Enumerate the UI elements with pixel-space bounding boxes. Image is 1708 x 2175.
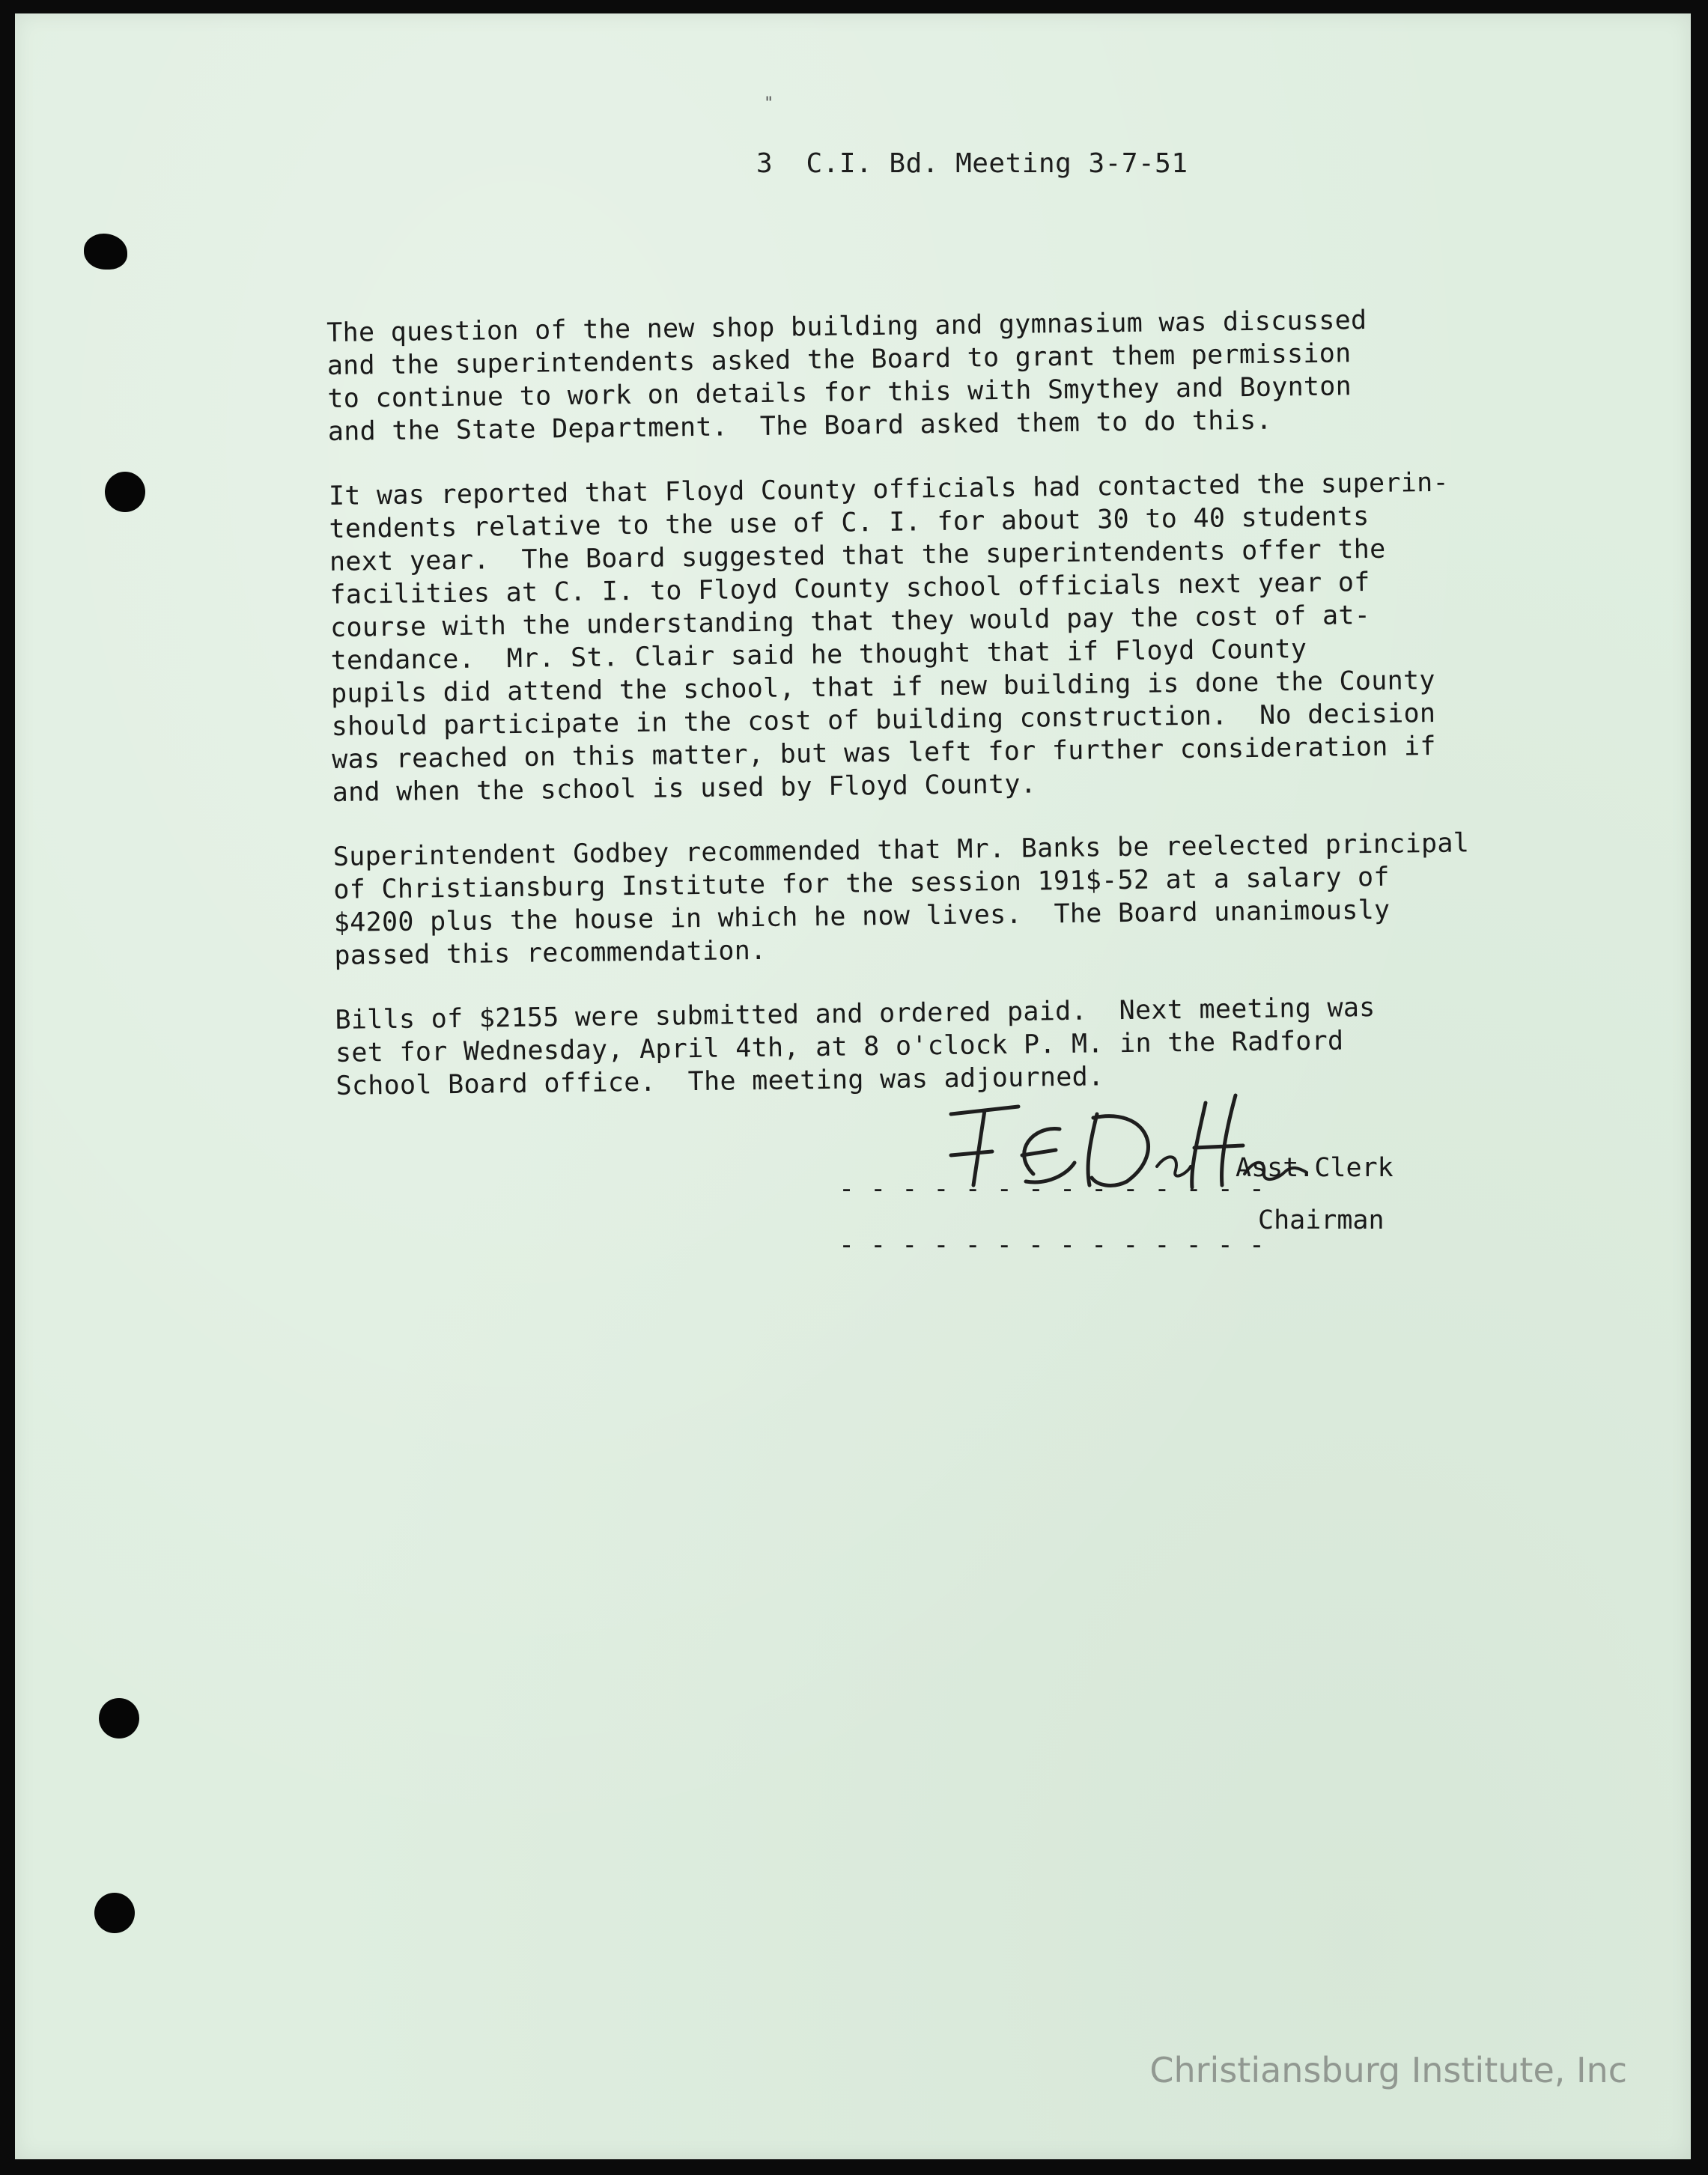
paragraph-floyd-county	[329, 466, 1501, 809]
text-line: course with the understanding that they would pay the cost of at-	[329, 600, 1371, 643]
text-line: The question of the new shop building and gymnasium was discussed	[326, 305, 1367, 348]
punch-hole	[99, 1698, 139, 1739]
signature-block	[839, 1084, 1453, 1271]
text-line: Bills of $2155 were submitted and ordered paid. Next meeting was	[335, 992, 1376, 1035]
page-header: 3 C.I. Bd. Meeting 3-7-51	[756, 148, 1188, 179]
punch-hole	[105, 472, 145, 512]
punch-hole	[94, 1893, 135, 1933]
text-line: passed this recommendation.	[334, 935, 767, 971]
clerk-signature-line: - - - - - - - - - - - - - -	[839, 1174, 1265, 1204]
text-line: should participate in the cost of building construction. No decision	[331, 698, 1436, 742]
paragraph-principal-reelection	[333, 827, 1503, 973]
text-line: $4200 plus the house in which he now lives. The Board unanimously	[333, 895, 1391, 938]
text-line: School Board office. The meeting was adjourned.	[335, 1062, 1104, 1101]
chairman-label: Chairman	[1258, 1205, 1385, 1235]
text-line: tendents relative to the use of C. I. for about 30 to 40 students	[329, 502, 1370, 544]
text-line: tendance. Mr. St. Clair said he thought that if Floyd County	[330, 634, 1307, 676]
archive-watermark: Christiansburg Institute, Inc	[1149, 2050, 1627, 2090]
text-line: and the superintendents asked the Board to grant them permission	[326, 338, 1352, 381]
text-line: of Christiansburg Institute for the session 191$-52 at a salary of	[333, 862, 1391, 905]
stray-mark: "	[764, 94, 774, 113]
text-line: next year. The Board suggested that the superintendents offer the	[329, 534, 1386, 577]
text-line: and the State Department. The Board asked them to do this.	[327, 405, 1272, 447]
text-line: facilities at C. I. to Floyd County school officials next year of	[329, 568, 1370, 610]
text-line: set for Wednesday, April 4th, at 8 o'clock P. M. in the Radford	[335, 1026, 1344, 1068]
chairman-signature-line: - - - - - - - - - - - - - -	[839, 1230, 1265, 1260]
document-page	[15, 13, 1691, 2159]
text-line: and when the school is used by Floyd County.	[332, 769, 1037, 808]
text-line: to continue to work on details for this with Smythey and Boynton	[327, 371, 1352, 414]
punch-hole	[84, 234, 127, 270]
text-line: Superintendent Godbey recommended that Mr. Banks be reelected principal	[332, 828, 1470, 872]
paragraph-shop-building	[326, 302, 1496, 448]
text-line: It was reported that Floyd County officials had contacted the superin-	[328, 467, 1450, 511]
text-line: was reached on this matter, but was left for further consideration if	[331, 731, 1437, 775]
clerk-label: Asst.Clerk	[1236, 1153, 1394, 1183]
minutes-body	[326, 302, 1504, 1134]
text-line: pupils did attend the school, that if new building is done the County	[330, 665, 1435, 709]
